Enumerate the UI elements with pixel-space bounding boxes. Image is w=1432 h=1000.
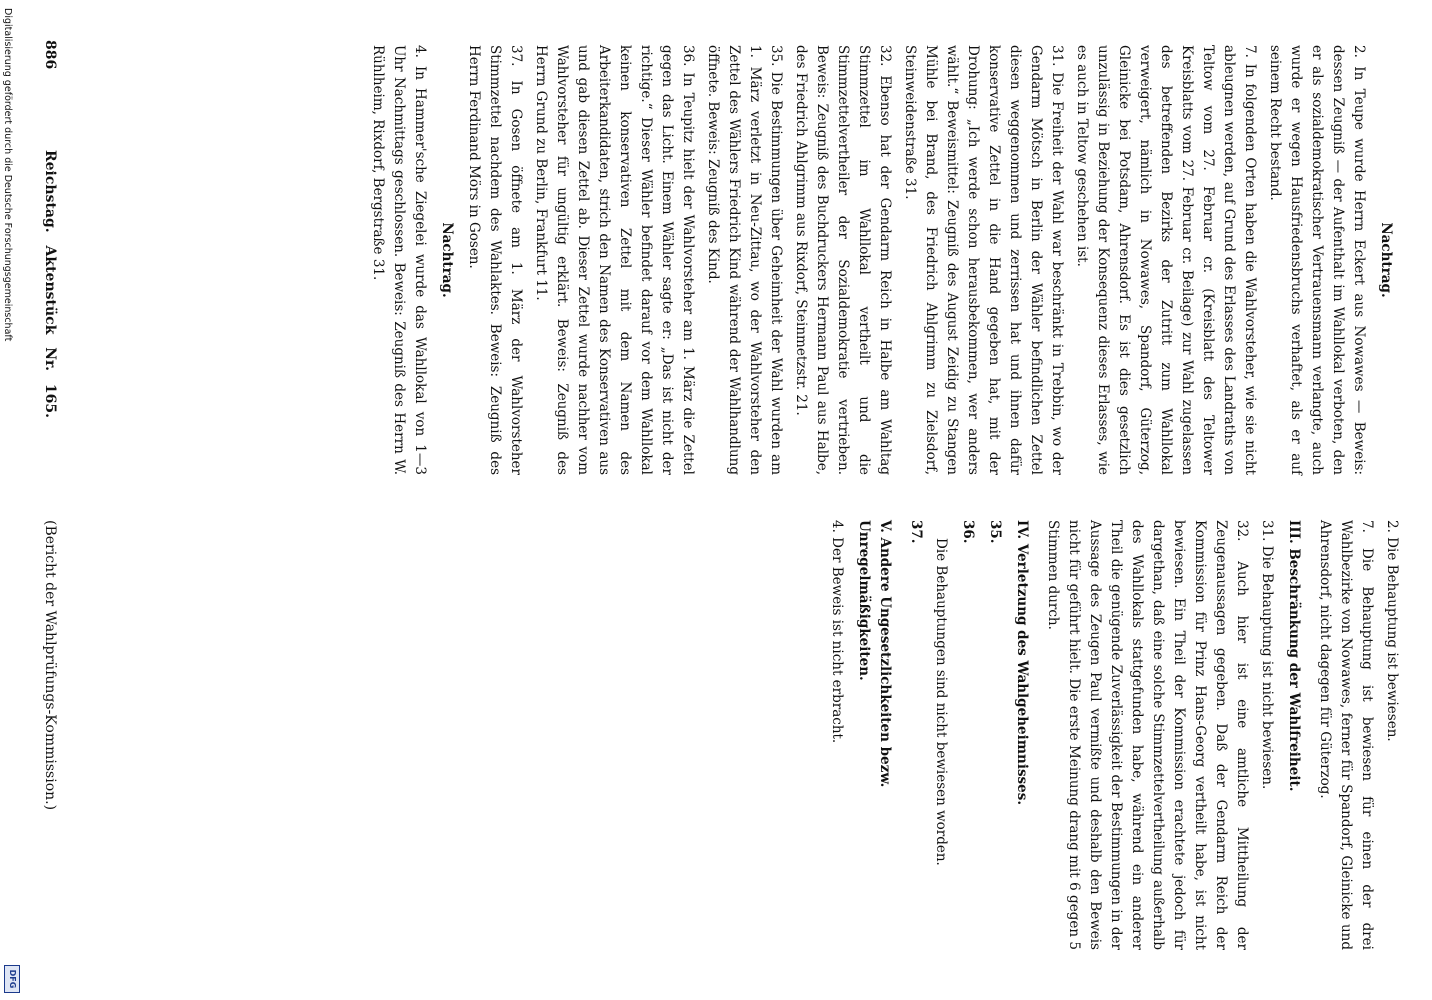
funding-note: Digitalisierung gefördert durch die Deutsche Forschungsgemeinschaft [2,8,13,342]
paragraph-32: 32. Ebenso hat der Gendarm Reich in Halbe am Wahltag Stimmzettel im Wahllokal vertheilt und die Stimmzettelvertheiler der Sozialdemokratie vertrieben. Beweis: Zeugniß des Buchdruckers Hermann Paul aus Halbe, des Friedrich Ahlgrimm aus Rixdorf, Steinmetzstr. 21. [793,45,893,475]
finding-31: 31. Die Behauptung ist nicht bewiesen. [1259,520,1275,790]
page-number: 886 [42,40,58,70]
section-heading-5: V. Andere Ungesetzlichkeiten bezw. Unregelmäßigkeiten. [856,520,893,788]
finding-7: 7. Die Behauptung ist bewiesen für einen der drei Wahlbezirke von Nowawes, ferner für Spandorf, Gleinicke und Ahrensdorf, nicht dagegen für Güterzog. [1317,520,1375,950]
nachtrag-heading: Nachtrag. [1378,222,1394,298]
finding-37-number: 37. [908,520,924,544]
paragraph-36: 36. In Teupitz hielt der Wahlvorsteher am 1. März die Zettel gegen das Licht. Einem Wähler sagte er: „Das ist nicht der richtige.“ Dieser Wähler befindet darauf vor dem Wahllokal keinen konservativen Zettel mit dem Namen des Arbeiterkandidaten, strich den Namen des Konservativen aus und gab diesen Zettel ab. Dieser Zettel wurde nachher vom Wahlvorsteher für ungültig erklärt. Beweis: Zeugniß des Herrn Grund zu Berlin, Frankfurt 11. [533,45,696,475]
paragraph-35: 35. Die Bestimmungen über Geheimheit der Wahl wurden am 1. März verletzt in Neu-Zittau, wo der Wahlvorsteher den Zettel des Wählers Friedrich Kind während der Wahlhandlung öffnete. Beweis: Zeugniß des Kind. [705,45,784,475]
finding-4: 4. Der Beweis ist nicht erbracht. [829,520,845,744]
footer [0,0,22,1000]
paragraph-2: 2. In Teupe wurde Herrn Eckert aus Nowawes — Beweis: dessen Zeugniß — der Aufenthalt im Wahllokal verboten, den er als sozialdemokratischer Vertrauensmann verlangte, auch wurde er wegen Hausfriedensbruchs verhaftet, als er auf seinem Recht bestand. [1267,45,1367,475]
running-head-right: (Bericht der Wahlprüfungs-Kommission.) [42,520,58,811]
finding-2: 2. Die Behauptung ist bewiesen. [1384,520,1400,742]
finding-35-number: 35. [987,520,1003,544]
left-column [100,45,1402,475]
paragraph-31: 31. Die Freiheit der Wahl war beschränkt in Trebbin, wo der Gendarm Mötsch in Berlin der Wähler befindlichen Zettel diesen weggenommen und zerrissen hat und ihnen dafür konservative Zettel in die Hand gegeben hat, mit der Drohung: „Ich werde schon herausbekommen, wer anders wählt.“ Beweismittel: Zeugniß des August Zeidig zu Stangen Mühle bei Brand, des Friedrich Ahlgrimm zu Zielsdorf, Steinweidenstraße 31. [902,45,1065,475]
dfg-logo: DFG [4,965,20,993]
section-heading-3: III. Beschränkung der Wahlfreiheit. [1286,520,1302,792]
finding-32: 32. Auch hier ist eine amtliche Mittheilung der Zeugenaussagen gegeben. Daß der Gendarm Reich der Kommission für Prinz Hans-Georg vertheilt habe, ist nicht bewiesen. Ein Theil der Kommission erachtete jedoch für dargethan, daß eine solche Stimmzettelvertheilung außerhalb des Wahllokals stattgefunden habe, während ein anderer Theil die genügende Zuverlässigkeit der Bestimmungen in der Aussage des Zeugen Paul vermißte und deshalb den Beweis nicht für geführt hielt. Die erste Meinung drang mit 6 gegen 5 Stimmen durch. [1045,520,1250,950]
paragraph-37: 37. In Gosen öffnete am 1. März der Wahlvorsteher Stimmzettel nachdem des Wahlaktes. Beweis: Zeugniß des Herrn Ferdinand Mörs in Gosen. [466,45,524,475]
finding-35-37: Die Behauptungen sind nicht bewiesen worden. [933,538,949,866]
finding-36-number: 36. [960,520,976,544]
paragraph-7: 7. In folgenden Orten haben die Wahlvorsteher, wie sie nicht ableugnen werden, auf Grund des Erlasses des Landraths von Teltow vom 27. Februar cr. (Kreisblatt des Teltower Kreisblatts vom 27. Februar cr. Beilage) zur Wahl zugelassen des betreffenden Bezirks der Zutritt zum Wahllokal verweigert, nämlich in Nowawes, Spandorf, Güterzog, Gleinicke bei Potsdam, Ahrensdorf. Es ist dies gesetzlich unzulässig in Beziehung der Konsequenz dieses Erlasses, wie es auch in Teltow geschehen ist. [1074,45,1258,475]
section-heading-4: IV. Verletzung des Wahlgeheimnisses. [1014,520,1030,806]
running-head-left: Reichstag. Aktenstück Nr. 165. [42,150,58,418]
nachtrag-heading-2: Nachtrag. [439,222,455,298]
right-column [100,520,1402,950]
paragraph-4: 4. In Hammer'sche Ziegelei wurde das Wahllokal von 1—3 Uhr Nachmittags geschlossen. Beweis: Zeugniß des Herrn W. Rühlheim, Rixdorf, Bergstraße 31. [370,45,428,475]
